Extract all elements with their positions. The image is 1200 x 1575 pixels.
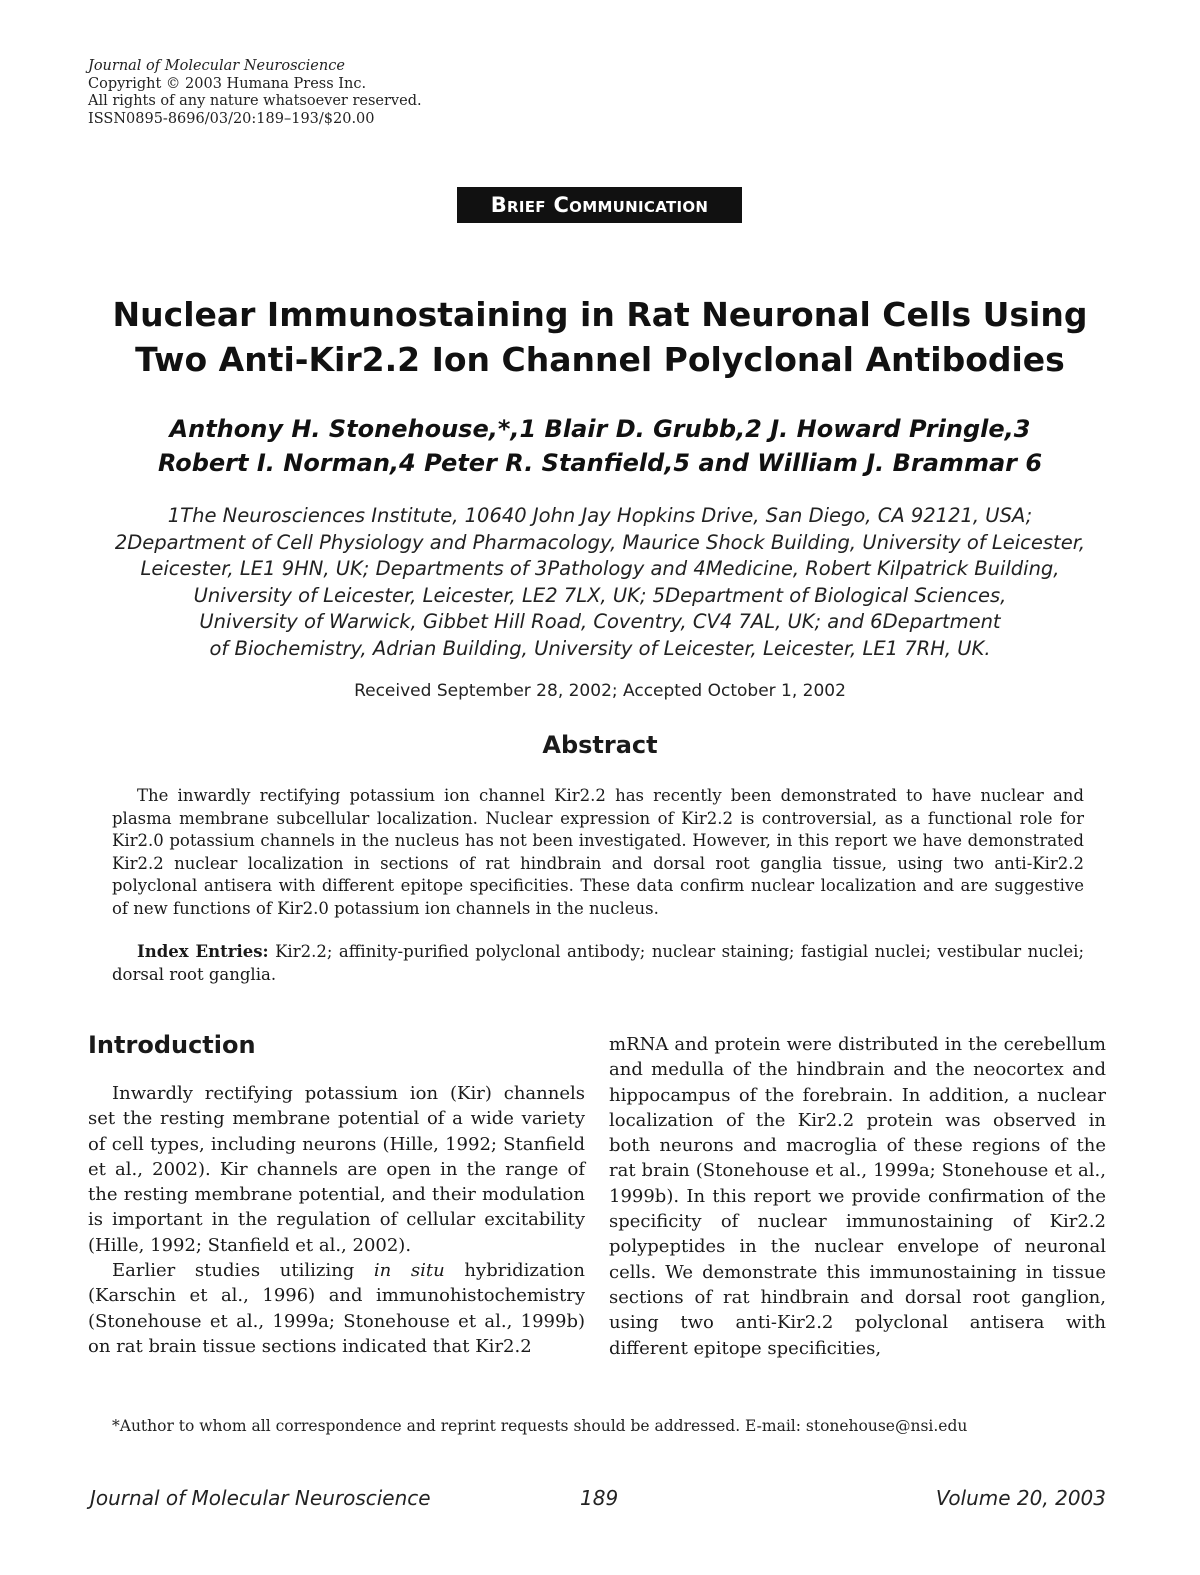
authors-line-1: Anthony H. Stonehouse,*,1 Blair D. Grubb,2 J. Howard Pringle,3 bbox=[169, 415, 1031, 443]
intro-paragraph-1: Inwardly rectifying potassium ion (Kir) channels set the resting membrane potential of a wide variety of cell types, including neurons (Hille, 1992; Stanfield et al., 2002). Kir channels are open in the range of the resting membrane potential, and their modulation is important in the regulation of cellular excitability (Hille, 1992; Stanfield et al., 2002). bbox=[88, 1083, 585, 1256]
affiliation-line: University of Leicester, Leicester, LE2 7LX, UK; 5Department of Biological Sciences, bbox=[193, 583, 1007, 607]
left-column bbox=[88, 1030, 585, 1359]
affiliation-line: 2Department of Cell Physiology and Pharmacology, Maurice Shock Building, University of Leicester, bbox=[114, 530, 1086, 554]
introduction-heading: Introduction bbox=[88, 1031, 256, 1059]
article-type-badge: Brief Communication bbox=[457, 187, 742, 223]
abstract-body: The inwardly rectifying potassium ion channel Kir2.2 has recently been demonstrated to have nuclear and plasma membrane subcellular localization. Nuclear expression of Kir2.2 is controversial, as a functional role for Kir2.0 potassium channels in the nucleus has not been investigated. However, in this report we have demonstrated Kir2.2 nuclear localization in sections of rat hindbrain and dorsal root ganglia tissue, using two anti-Kir2.2 polyclonal antisera with different epitope specificities. These data confirm nuclear localization and are suggestive of new functions of Kir2.0 potassium ion channels in the nucleus. bbox=[112, 786, 1084, 918]
page-number: 189 bbox=[580, 1486, 619, 1510]
authors-line-2: Robert I. Norman,4 Peter R. Stanfield,5 and William J. Brammar 6 bbox=[157, 449, 1043, 477]
copyright: Copyright © 2003 Humana Press Inc. bbox=[88, 75, 367, 92]
abstract-heading: Abstract bbox=[542, 731, 658, 759]
corresponding-author-footnote: *Author to whom all correspondence and reprint requests should be addressed. E-mail: stonehouse@nsi.edu bbox=[112, 1417, 968, 1435]
index-entries-label: Index Entries: bbox=[137, 942, 269, 961]
intro-paragraph-2-start: Earlier studies utilizing bbox=[112, 1260, 374, 1282]
intro-in-situ: in situ bbox=[373, 1260, 445, 1282]
intro-right-paragraph: mRNA and protein were distributed in the cerebellum and medulla of the hindbrain and the neocortex and hippocampus of the forebrain. In addition, a nuclear localization of the Kir2.2 protein was observed in both neurons and macroglia of these regions of the rat brain (Stonehouse et al., 1999a; Stonehouse et al., 1999b). In this report we provide confirmation of the specificity of nuclear immunostaining of Kir2.2 polypeptides in the nuclear envelope of neuronal cells. We demonstrate this immunostaining in tissue sections of rat hindbrain and dorsal root ganglion, using two anti-Kir2.2 polyclonal antisera with different epitope specificities, bbox=[609, 1034, 1106, 1359]
title-line-2: Two Anti-Kir2.2 Ion Channel Polyclonal Antibodies bbox=[135, 340, 1065, 379]
affiliation-line: 1The Neurosciences Institute, 10640 John Jay Hopkins Drive, San Diego, CA 92121, USA; bbox=[167, 504, 1033, 527]
journal-header bbox=[88, 58, 422, 128]
footer-volume: Volume 20, 2003 bbox=[935, 1486, 1106, 1510]
received-dates: Received September 28, 2002; Accepted October 1, 2002 bbox=[354, 681, 846, 701]
issn: ISSN0895-8696/03/20:189–193/$20.00 bbox=[88, 110, 375, 127]
affiliation-line: University of Warwick, Gibbet Hill Road, Coventry, CV4 7AL, UK; and 6Department bbox=[199, 610, 1001, 633]
intro-paragraph-2 bbox=[88, 1258, 585, 1359]
footer-journal: Journal of Molecular Neuroscience bbox=[90, 1486, 431, 1510]
rights-statement: All rights of any nature whatsoever reserved. bbox=[88, 93, 422, 109]
journal-name: Journal of Molecular Neuroscience bbox=[88, 58, 345, 74]
index-entries-text: Kir2.2; affinity-purified polyclonal antibody; nuclear staining; fastigial nuclei; vestibular nuclei; dorsal root ganglia. bbox=[112, 942, 1085, 984]
paper-title bbox=[80, 292, 1120, 382]
title-line-1: Nuclear Immunostaining in Rat Neuronal Cells Using bbox=[112, 295, 1088, 334]
affiliation-line: Leicester, LE1 9HN, UK; Departments of 3Pathology and 4Medicine, Robert Kilpatrick Building, bbox=[140, 557, 1060, 580]
affiliations bbox=[80, 503, 1120, 662]
author-list bbox=[80, 412, 1120, 480]
right-column bbox=[609, 1032, 1106, 1361]
page-footer bbox=[0, 1486, 1200, 1512]
index-entries bbox=[112, 941, 1084, 986]
affiliation-line: of Biochemistry, Adrian Building, University of Leicester, Leicester, LE1 7RH, UK. bbox=[209, 636, 991, 660]
intro-paragraph-2-end: hybridization (Karschin et al., 1996) and immunohistochemistry (Stonehouse et al., 1999a; Stonehouse et al., 1999b) on rat brain tissue sections indicated that Kir2.2 bbox=[88, 1260, 585, 1357]
